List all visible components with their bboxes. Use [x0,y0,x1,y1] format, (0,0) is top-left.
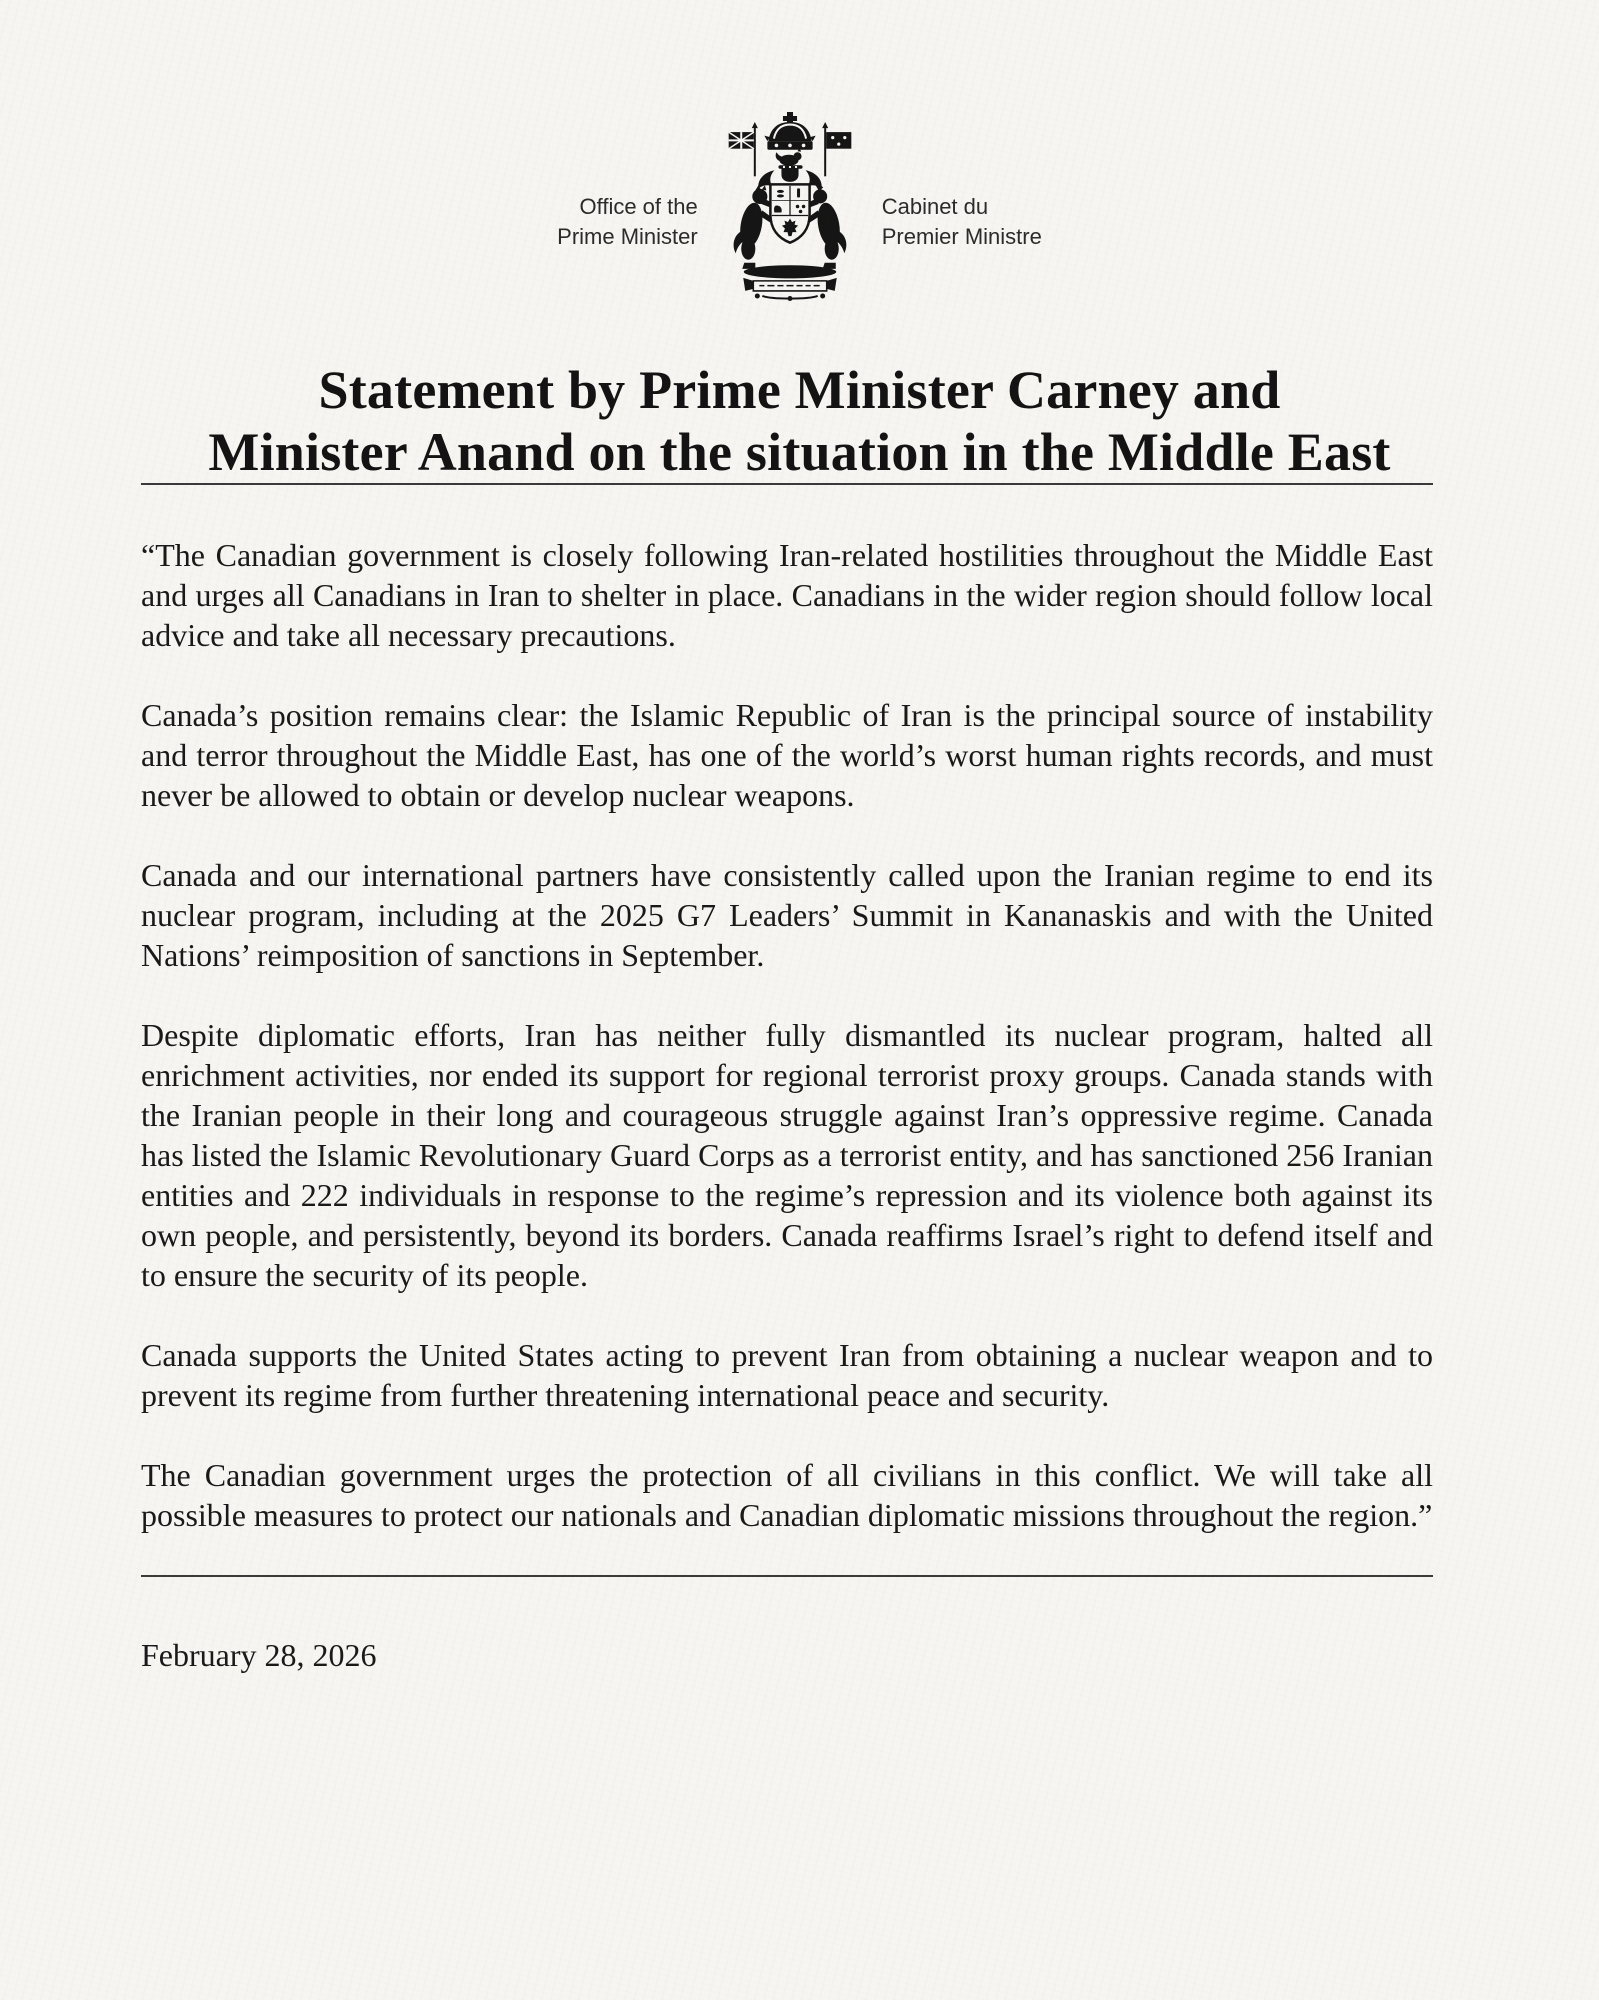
statement-title-line1: Statement by Prime Minister Carney and [318,360,1281,420]
statement-paragraph-1: “The Canadian government is closely following Iran-related hostilities throughout the Middle East and urges all Canadians in Iran to shelter in place. Canadians in the wider region should follow local advice and take all necessary precautions. [141,537,1433,653]
statement-paragraph-6: The Canadian government urges the protection of all civilians in this conflict. We will take all possible measures to protect our nationals and Canadian diplomatic missions throughout the region.” [141,1457,1433,1533]
office-name-en-line1: Office of the [579,194,698,219]
statement-paragraph-5: Canada supports the United States acting to prevent Iran from obtaining a nuclear weapon and to prevent its regime from further threatening international peace and security. [141,1337,1433,1413]
letterhead [0,0,1599,303]
office-name-en-line2: Prime Minister [557,224,698,249]
statement-paragraph-4: Despite diplomatic efforts, Iran has neither fully dismantled its nuclear program, halted all enrichment activities, nor ended its support for regional terrorist proxy groups. Canada stands with the Iranian people in their long and courageous struggle against Iran’s oppressive regime. Canada has listed the Islamic Revolutionary Guard Corps as a terrorist entity, and has sanctioned 256 Iranian entities and 222 individuals in response to the regime’s repression and its violence both against its own people, and persistently, beyond its borders. Canada reaffirms Israel’s right to defend itself and to ensure the security of its people. [141,1017,1433,1293]
top-divider [141,483,1433,485]
statement-content [141,483,1433,1675]
canada-coat-of-arms-icon [722,112,858,303]
letterhead-right-org [882,112,1042,252]
office-name-fr-line1: Cabinet du [881,194,989,219]
letterhead-left-org [557,112,698,252]
office-name-fr-line2: Premier Ministre [881,224,1042,249]
statement-title-line2: Minister Anand on the situation in the Middle East [208,422,1391,482]
statement-date: February 28, 2026 [141,1637,377,1673]
statement-body [141,535,1433,1535]
statement-paragraph-2: Canada’s position remains clear: the Islamic Republic of Iran is the principal source of instability and terror throughout the Middle East, has one of the world’s worst human rights records, and must never be allowed to obtain or develop nuclear weapons. [141,697,1433,813]
bottom-divider [141,1575,1433,1577]
statement-paragraph-3: Canada and our international partners have consistently called upon the Iranian regime to end its nuclear program, including at the 2025 G7 Leaders’ Summit in Kananaskis and with the United Nations’ reimposition of sanctions in September. [141,857,1433,973]
statement-title [80,359,1519,483]
